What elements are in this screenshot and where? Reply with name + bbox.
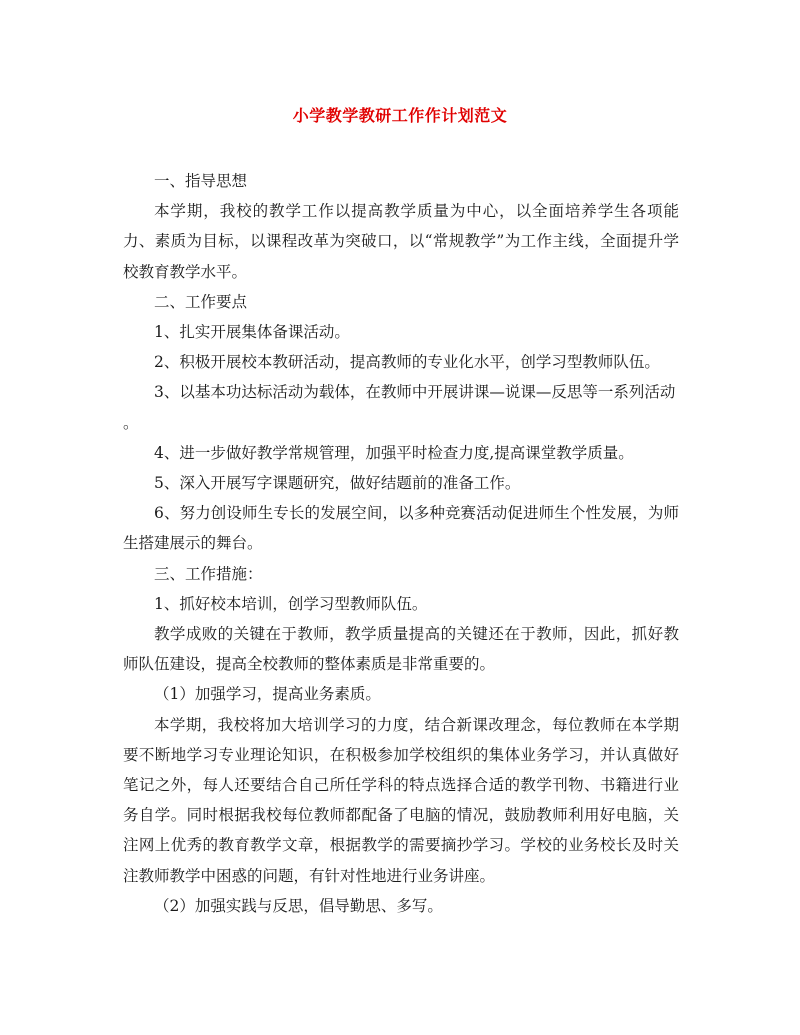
paragraph-guiding-ideology: 本学期，我校的教学工作以提高教学质量为中心，以全面培养学生各项能力、素质为目标，以课程改革为突破口，以“常规教学”为工作主线，全面提升学校教育教学水平。	[123, 202, 679, 281]
paragraph-training-plan: 本学期，我校将加大培训学习的力度，结合新课改理念，每位教师在本学期要不断地学习专业理论知识，在积极参加学校组织的集体业务学习，并认真做好笔记之外，每人还要结合自己所任学科的特点选择合适的教学刊物、书籍进行业务自学。同时根据我校每位教师都配备了电脑的情况，鼓励教师利用好电脑，关注网上优秀的教育教学文章，根据教学的需要摘抄学习。学校的业务校长及时关注教师教学中困惑的问题，有针对性地进行业务讲座。	[123, 715, 679, 885]
list-item-work-point-1: 1、扎实开展集体备课活动。	[154, 323, 350, 342]
list-item-measure-1: 1、抓好校本培训，创学习型教师队伍。	[154, 594, 428, 613]
section-heading-work-measures: 三、工作措施：	[154, 564, 263, 583]
sub-heading-practice-reflection: （2）加强实践与反思，倡导勤思、多写。	[154, 896, 443, 915]
list-item-work-point-5: 5、深入开展写字课题研究，做好结题前的准备工作。	[154, 474, 521, 493]
section-heading-guiding-ideology: 一、指导思想	[154, 172, 248, 190]
list-item-work-point-6: 6、努力创设师生专长的发展空间，以多种竞赛活动促进师生个性发展，为师生搭建展示的舞台。	[123, 504, 679, 553]
list-item-work-point-2: 2、积极开展校本教研活动，提高教师的专业化水平，创学习型教师队伍。	[154, 353, 660, 372]
sub-heading-strengthen-learning: （1）加强学习，提高业务素质。	[154, 685, 381, 704]
paragraph-teacher-key: 教学成败的关键在于教师，教学质量提高的关键还在于教师，因此，抓好教师队伍建设，提高全校教师的整体素质是非常重要的。	[123, 625, 679, 674]
section-heading-work-points: 二、工作要点	[154, 292, 248, 311]
document-title: 小学教学教研工作作计划范文	[292, 106, 508, 125]
list-item-work-point-3-period: 。	[123, 413, 139, 432]
document-body	[123, 166, 679, 921]
list-item-work-point-3: 3、以基本功达标活动为载体，在教师中开展讲课—说课—反思等一系列活动	[154, 383, 676, 402]
list-item-work-point-4: 4、进一步做好教学常规管理，加强平时检查力度,提高课堂教学质量。	[154, 443, 634, 462]
